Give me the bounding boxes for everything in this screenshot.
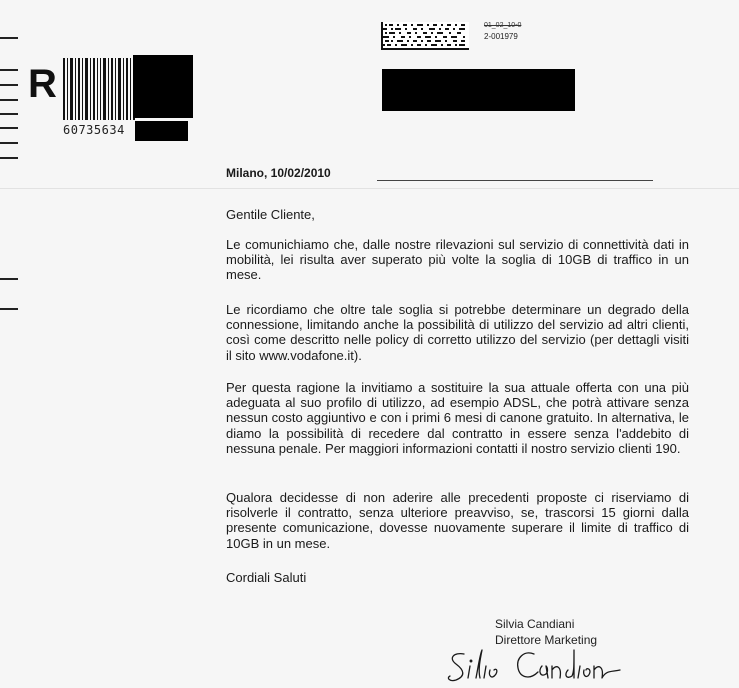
redaction-block bbox=[133, 55, 193, 118]
margin-tick-mark bbox=[0, 99, 18, 101]
letter-closing: Cordiali Saluti bbox=[226, 570, 307, 585]
datamatrix-code-text: 2-001979 bbox=[484, 32, 518, 41]
margin-tick-mark bbox=[0, 127, 18, 129]
margin-tick-mark bbox=[0, 69, 18, 71]
letter-paragraph: Le comunichiamo che, dalle nostre rilevazioni sul servizio di connettività dati in mobilità, lei risulta aver superato più volte la soglia di 10GB di traffico in un mese. bbox=[226, 237, 689, 283]
signature-text: Silvia Candiani bbox=[444, 640, 451, 641]
handwritten-signature bbox=[444, 640, 634, 688]
margin-tick-mark bbox=[0, 142, 18, 144]
paper-fold-line bbox=[0, 188, 739, 189]
margin-tick-mark bbox=[0, 157, 18, 159]
margin-tick-mark bbox=[0, 37, 18, 39]
letter-paragraph: Qualora decidesse di non aderire alle precedenti proposte ci riserviamo di risolverle il contratto, senza ulteriore preavviso, se, trascorsi 15 giorni dalla presente comunicazione, dovesse nuovamente superare il limite di traffico di 10GB in un mese. bbox=[226, 490, 689, 551]
registered-mail-mark: R bbox=[28, 62, 57, 106]
letter-paragraph: Le ricordiamo che oltre tale soglia si potrebbe determinare un degrado della connessione, limitando anche la possibilità di utilizzo del servizio ad altri clienti, così come descritto nelle policy di corretto utilizzo del servizio (per dettagli visiti il sito www.vodafone.it). bbox=[226, 302, 689, 363]
letter-paragraph: Per questa ragione la invitiamo a sostituire la sua attuale offerta con una più adeguata al suo profilo di utilizzo, ad esempio ADSL, che potrà attivare senza nessun costo aggiuntivo e con i primi 6 mesi di canone gratuito. In alternativa, le diamo la possibilità di recedere dal contratto in essere senza l'addebito di nessuna penale. Per maggiori informazioni contatti il nostro servizio clienti 190. bbox=[226, 380, 689, 456]
margin-tick-mark bbox=[0, 308, 18, 310]
signer-name: Silvia Candiani bbox=[495, 617, 575, 631]
letter-greeting: Gentile Cliente, bbox=[226, 207, 315, 222]
datamatrix-header-text: 01_02_10-0 bbox=[484, 22, 522, 29]
recipient-address-redaction bbox=[382, 69, 575, 111]
datamatrix-code bbox=[381, 22, 469, 50]
margin-tick-mark bbox=[0, 84, 18, 86]
margin-tick-mark bbox=[0, 278, 18, 280]
barcode-number: 60735634 bbox=[63, 123, 125, 137]
letter-date: Milano, 10/02/2010 bbox=[226, 166, 331, 180]
date-rule bbox=[377, 180, 653, 181]
redaction-block bbox=[135, 121, 188, 141]
margin-tick-mark bbox=[0, 113, 18, 115]
signer-role: Direttore Marketing bbox=[495, 633, 598, 647]
